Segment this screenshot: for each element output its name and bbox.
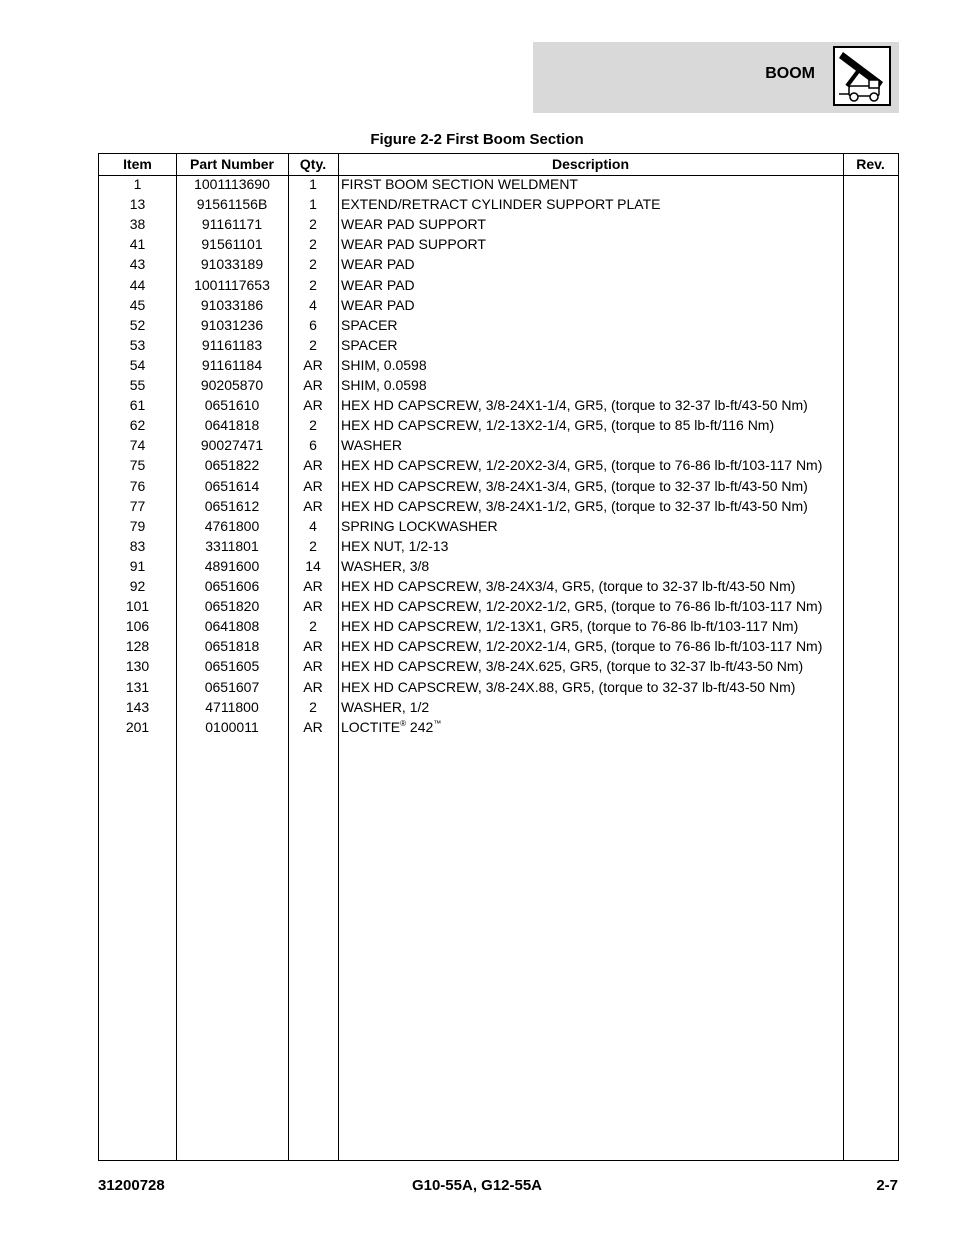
table-row xyxy=(99,478,898,498)
table-row xyxy=(99,417,898,437)
description-text: SHIM, 0.0598 xyxy=(341,377,427,393)
description-text: HEX HD CAPSCREW, 3/8-24X3/4, GR5, (torque to 32-37 lb-ft/43-50 Nm) xyxy=(341,578,796,594)
model-names: G10-55A, G12-55A xyxy=(411,1177,543,1194)
table-row xyxy=(99,397,898,417)
item-cell: 79 xyxy=(129,517,146,534)
item-cell: 91 xyxy=(129,557,146,574)
description-text: HEX HD CAPSCREW, 3/8-24X.88, GR5, (torque to 32-37 lb-ft/43-50 Nm) xyxy=(341,678,796,695)
table-row xyxy=(99,457,898,477)
description-cell xyxy=(341,598,822,614)
item-cell: 1 xyxy=(133,176,142,192)
part-number-cell: 1001113690 xyxy=(194,176,270,192)
description-text: WEAR PAD SUPPORT xyxy=(341,236,486,253)
description-text: WEAR PAD xyxy=(341,256,415,273)
table-row xyxy=(99,538,898,558)
item-cell: 76 xyxy=(129,477,146,494)
part-number-cell: 90205870 xyxy=(200,377,264,393)
part-number-cell: 91033186 xyxy=(200,296,264,313)
item-cell: 13 xyxy=(129,196,146,213)
description-text: WASHER, 3/8 xyxy=(341,557,430,574)
item-cell: 62 xyxy=(129,417,146,434)
part-number-cell: 91561101 xyxy=(201,236,263,253)
item-cell: 77 xyxy=(129,497,146,514)
part-number-cell: 0641818 xyxy=(204,417,260,434)
column-header-rev: Rev. xyxy=(856,156,885,172)
part-number-cell: 0651614 xyxy=(204,477,260,494)
part-number-cell: 0651605 xyxy=(204,658,260,675)
description-cell xyxy=(341,317,398,333)
part-number-cell: 91033189 xyxy=(200,256,264,273)
table-row xyxy=(99,216,898,236)
qty-cell: 2 xyxy=(309,537,317,554)
part-number-cell: 4891600 xyxy=(204,557,260,574)
part-number-cell: 91031236 xyxy=(200,316,264,333)
parts-table xyxy=(98,153,899,1161)
column-header-description: Description xyxy=(551,156,629,172)
description-text: HEX HD CAPSCREW, 1/2-13X1, GR5, (torque to 76-86 lb-ft/103-117 Nm) xyxy=(341,618,799,635)
table-row xyxy=(99,618,898,638)
description-text: HEX NUT, 1/2-13 xyxy=(341,537,449,554)
table-row xyxy=(99,317,898,337)
table-row xyxy=(99,679,898,699)
part-number-cell: 91561156B xyxy=(196,196,268,213)
item-cell: 44 xyxy=(129,276,146,293)
qty-cell: 2 xyxy=(309,417,317,434)
part-number-cell: 90027471 xyxy=(200,437,264,454)
table-row xyxy=(99,236,898,256)
qty-cell: 2 xyxy=(309,276,317,293)
item-cell: 83 xyxy=(129,537,146,554)
qty-cell: 1 xyxy=(309,196,317,213)
item-cell: 101 xyxy=(125,598,150,615)
description-text: HEX HD CAPSCREW, 1/2-13X2-1/4, GR5, (torque to 85 lb-ft/116 Nm) xyxy=(341,417,775,434)
description-cell xyxy=(341,478,808,494)
section-tab xyxy=(533,42,899,113)
qty-cell: 6 xyxy=(309,437,317,454)
table-row xyxy=(99,598,898,618)
description-text: HEX HD CAPSCREW, 1/2-20X2-1/2, GR5, (torque to 76-86 lb-ft/103-117 Nm) xyxy=(341,598,823,615)
qty-cell: AR xyxy=(303,578,323,594)
part-number-cell: 91161183 xyxy=(201,336,263,353)
table-row xyxy=(99,176,898,196)
table-row xyxy=(99,658,898,678)
table-row xyxy=(99,699,898,719)
qty-cell: AR xyxy=(303,497,323,514)
part-number-cell: 0651818 xyxy=(204,638,260,655)
column-header-item: Item xyxy=(123,156,152,172)
table-row xyxy=(99,518,898,538)
description-cell xyxy=(341,377,427,393)
part-number-cell: 0651820 xyxy=(204,598,260,615)
description-text: HEX HD CAPSCREW, 1/2-20X2-3/4, GR5, (torque to 76-86 lb-ft/103-117 Nm) xyxy=(341,457,823,474)
qty-cell: 2 xyxy=(309,236,317,253)
qty-cell: 2 xyxy=(309,336,317,353)
page-number: 2-7 xyxy=(876,1177,898,1194)
table-row xyxy=(99,297,898,317)
description-cell xyxy=(341,638,822,654)
document-number: 31200728 xyxy=(98,1177,165,1194)
description-text: SPACER xyxy=(341,336,398,353)
item-cell: 106 xyxy=(125,618,150,635)
description-text: WEAR PAD xyxy=(341,296,415,313)
description-cell xyxy=(341,457,822,473)
description-cell xyxy=(341,277,415,293)
item-cell: 130 xyxy=(125,658,150,675)
table-row xyxy=(99,277,898,297)
table-row xyxy=(99,578,898,598)
item-cell: 52 xyxy=(129,316,146,333)
part-number-cell: 3311801 xyxy=(205,537,259,554)
table-row xyxy=(99,719,898,739)
description-cell xyxy=(341,196,660,212)
item-cell: 45 xyxy=(129,296,146,313)
column-header-qty: Qty. xyxy=(299,156,327,172)
description-text: WASHER xyxy=(341,437,402,454)
description-cell xyxy=(341,538,448,554)
description-symbol: ® xyxy=(400,718,407,728)
item-cell: 55 xyxy=(129,377,146,393)
qty-cell: 2 xyxy=(309,256,317,273)
description-cell xyxy=(341,216,486,232)
qty-cell: 2 xyxy=(309,698,317,715)
item-cell: 143 xyxy=(125,698,150,715)
qty-cell: 4 xyxy=(309,517,317,534)
description-text: WEAR PAD SUPPORT xyxy=(341,216,486,233)
item-cell: 61 xyxy=(129,397,146,414)
table-row xyxy=(99,357,898,377)
qty-cell: AR xyxy=(303,718,323,735)
description-cell xyxy=(341,578,795,594)
description-text: SPRING LOCKWASHER xyxy=(341,517,498,534)
qty-cell: 2 xyxy=(309,216,317,233)
description-text: WEAR PAD xyxy=(341,276,415,293)
part-number-cell: 0651610 xyxy=(204,397,260,414)
description-cell xyxy=(341,357,427,373)
boom-machine-icon xyxy=(833,46,891,106)
description-text: SPACER xyxy=(341,316,398,333)
description-text: EXTEND/RETRACT CYLINDER SUPPORT PLATE xyxy=(341,196,661,213)
qty-cell: AR xyxy=(303,638,323,655)
description-text: WASHER, 1/2 xyxy=(341,698,430,715)
qty-cell: AR xyxy=(303,397,323,414)
description-text: LOCTITE xyxy=(341,718,401,735)
description-text: 242 xyxy=(406,718,434,735)
description-cell xyxy=(341,679,795,695)
part-number-cell: 0651607 xyxy=(204,678,260,695)
item-cell: 53 xyxy=(129,336,146,353)
table-row xyxy=(99,498,898,518)
description-text: HEX HD CAPSCREW, 3/8-24X1-1/2, GR5, (torque to 32-37 lb-ft/43-50 Nm) xyxy=(341,497,808,514)
part-number-cell: 4761800 xyxy=(204,517,260,534)
part-number-cell: 91161171 xyxy=(201,216,263,233)
description-cell xyxy=(341,618,798,634)
part-number-cell: 0651606 xyxy=(204,578,260,594)
description-text: HEX HD CAPSCREW, 3/8-24X.625, GR5, (torque to 32-37 lb-ft/43-50 Nm) xyxy=(341,658,804,675)
qty-cell: 14 xyxy=(305,557,321,574)
description-cell xyxy=(341,337,398,353)
description-text: FIRST BOOM SECTION WELDMENT xyxy=(341,176,578,192)
item-cell: 75 xyxy=(129,457,146,474)
description-cell xyxy=(341,437,402,453)
description-text: HEX HD CAPSCREW, 1/2-20X2-1/4, GR5, (torque to 76-86 lb-ft/103-117 Nm) xyxy=(341,638,823,655)
table-row xyxy=(99,256,898,276)
item-cell: 201 xyxy=(125,718,150,735)
description-cell xyxy=(341,176,578,192)
item-cell: 128 xyxy=(125,638,150,655)
description-cell xyxy=(341,719,441,735)
table-row xyxy=(99,437,898,457)
column-header-part-number: Part Number xyxy=(189,156,275,172)
item-cell: 43 xyxy=(129,256,146,273)
qty-cell: 4 xyxy=(309,296,317,313)
description-cell xyxy=(341,498,808,514)
description-cell xyxy=(341,658,803,674)
table-row xyxy=(99,337,898,357)
item-cell: 131 xyxy=(125,678,150,695)
description-cell xyxy=(341,518,498,534)
description-cell xyxy=(341,256,415,272)
description-cell xyxy=(341,236,486,252)
qty-cell: AR xyxy=(303,477,323,494)
description-cell xyxy=(341,417,774,433)
table-row xyxy=(99,377,898,397)
description-symbol: ™ xyxy=(433,718,442,728)
item-cell: 74 xyxy=(129,437,146,454)
description-text: HEX HD CAPSCREW, 3/8-24X1-3/4, GR5, (torque to 32-37 lb-ft/43-50 Nm) xyxy=(341,477,808,494)
qty-cell: AR xyxy=(303,598,323,615)
part-number-cell: 0651612 xyxy=(204,497,260,514)
item-cell: 54 xyxy=(129,356,146,373)
qty-cell: AR xyxy=(303,678,323,695)
part-number-cell: 0651822 xyxy=(204,457,260,474)
qty-cell: AR xyxy=(303,356,323,373)
qty-cell: AR xyxy=(303,377,323,393)
description-cell xyxy=(341,699,429,715)
table-row xyxy=(99,638,898,658)
part-number-cell: 4711800 xyxy=(205,698,259,715)
qty-cell: AR xyxy=(303,658,323,675)
description-text: SHIM, 0.0598 xyxy=(341,356,427,373)
item-cell: 92 xyxy=(129,578,146,594)
item-cell: 41 xyxy=(129,236,146,253)
description-cell xyxy=(341,558,429,574)
figure-title: Figure 2-2 First Boom Section xyxy=(370,131,584,148)
qty-cell: 2 xyxy=(309,618,317,635)
part-number-cell: 91161184 xyxy=(201,356,263,373)
description-cell xyxy=(341,397,808,413)
part-number-cell: 0100011 xyxy=(205,718,259,735)
table-row xyxy=(99,558,898,578)
part-number-cell: 1001117653 xyxy=(194,276,270,293)
qty-cell: AR xyxy=(303,457,323,474)
description-text: HEX HD CAPSCREW, 3/8-24X1-1/4, GR5, (torque to 32-37 lb-ft/43-50 Nm) xyxy=(341,397,808,414)
description-cell xyxy=(341,297,415,313)
table-row xyxy=(99,196,898,216)
part-number-cell: 0641808 xyxy=(204,618,260,635)
qty-cell: 1 xyxy=(309,176,317,192)
item-cell: 38 xyxy=(129,216,146,233)
section-title: BOOM xyxy=(765,65,815,82)
qty-cell: 6 xyxy=(309,316,317,333)
